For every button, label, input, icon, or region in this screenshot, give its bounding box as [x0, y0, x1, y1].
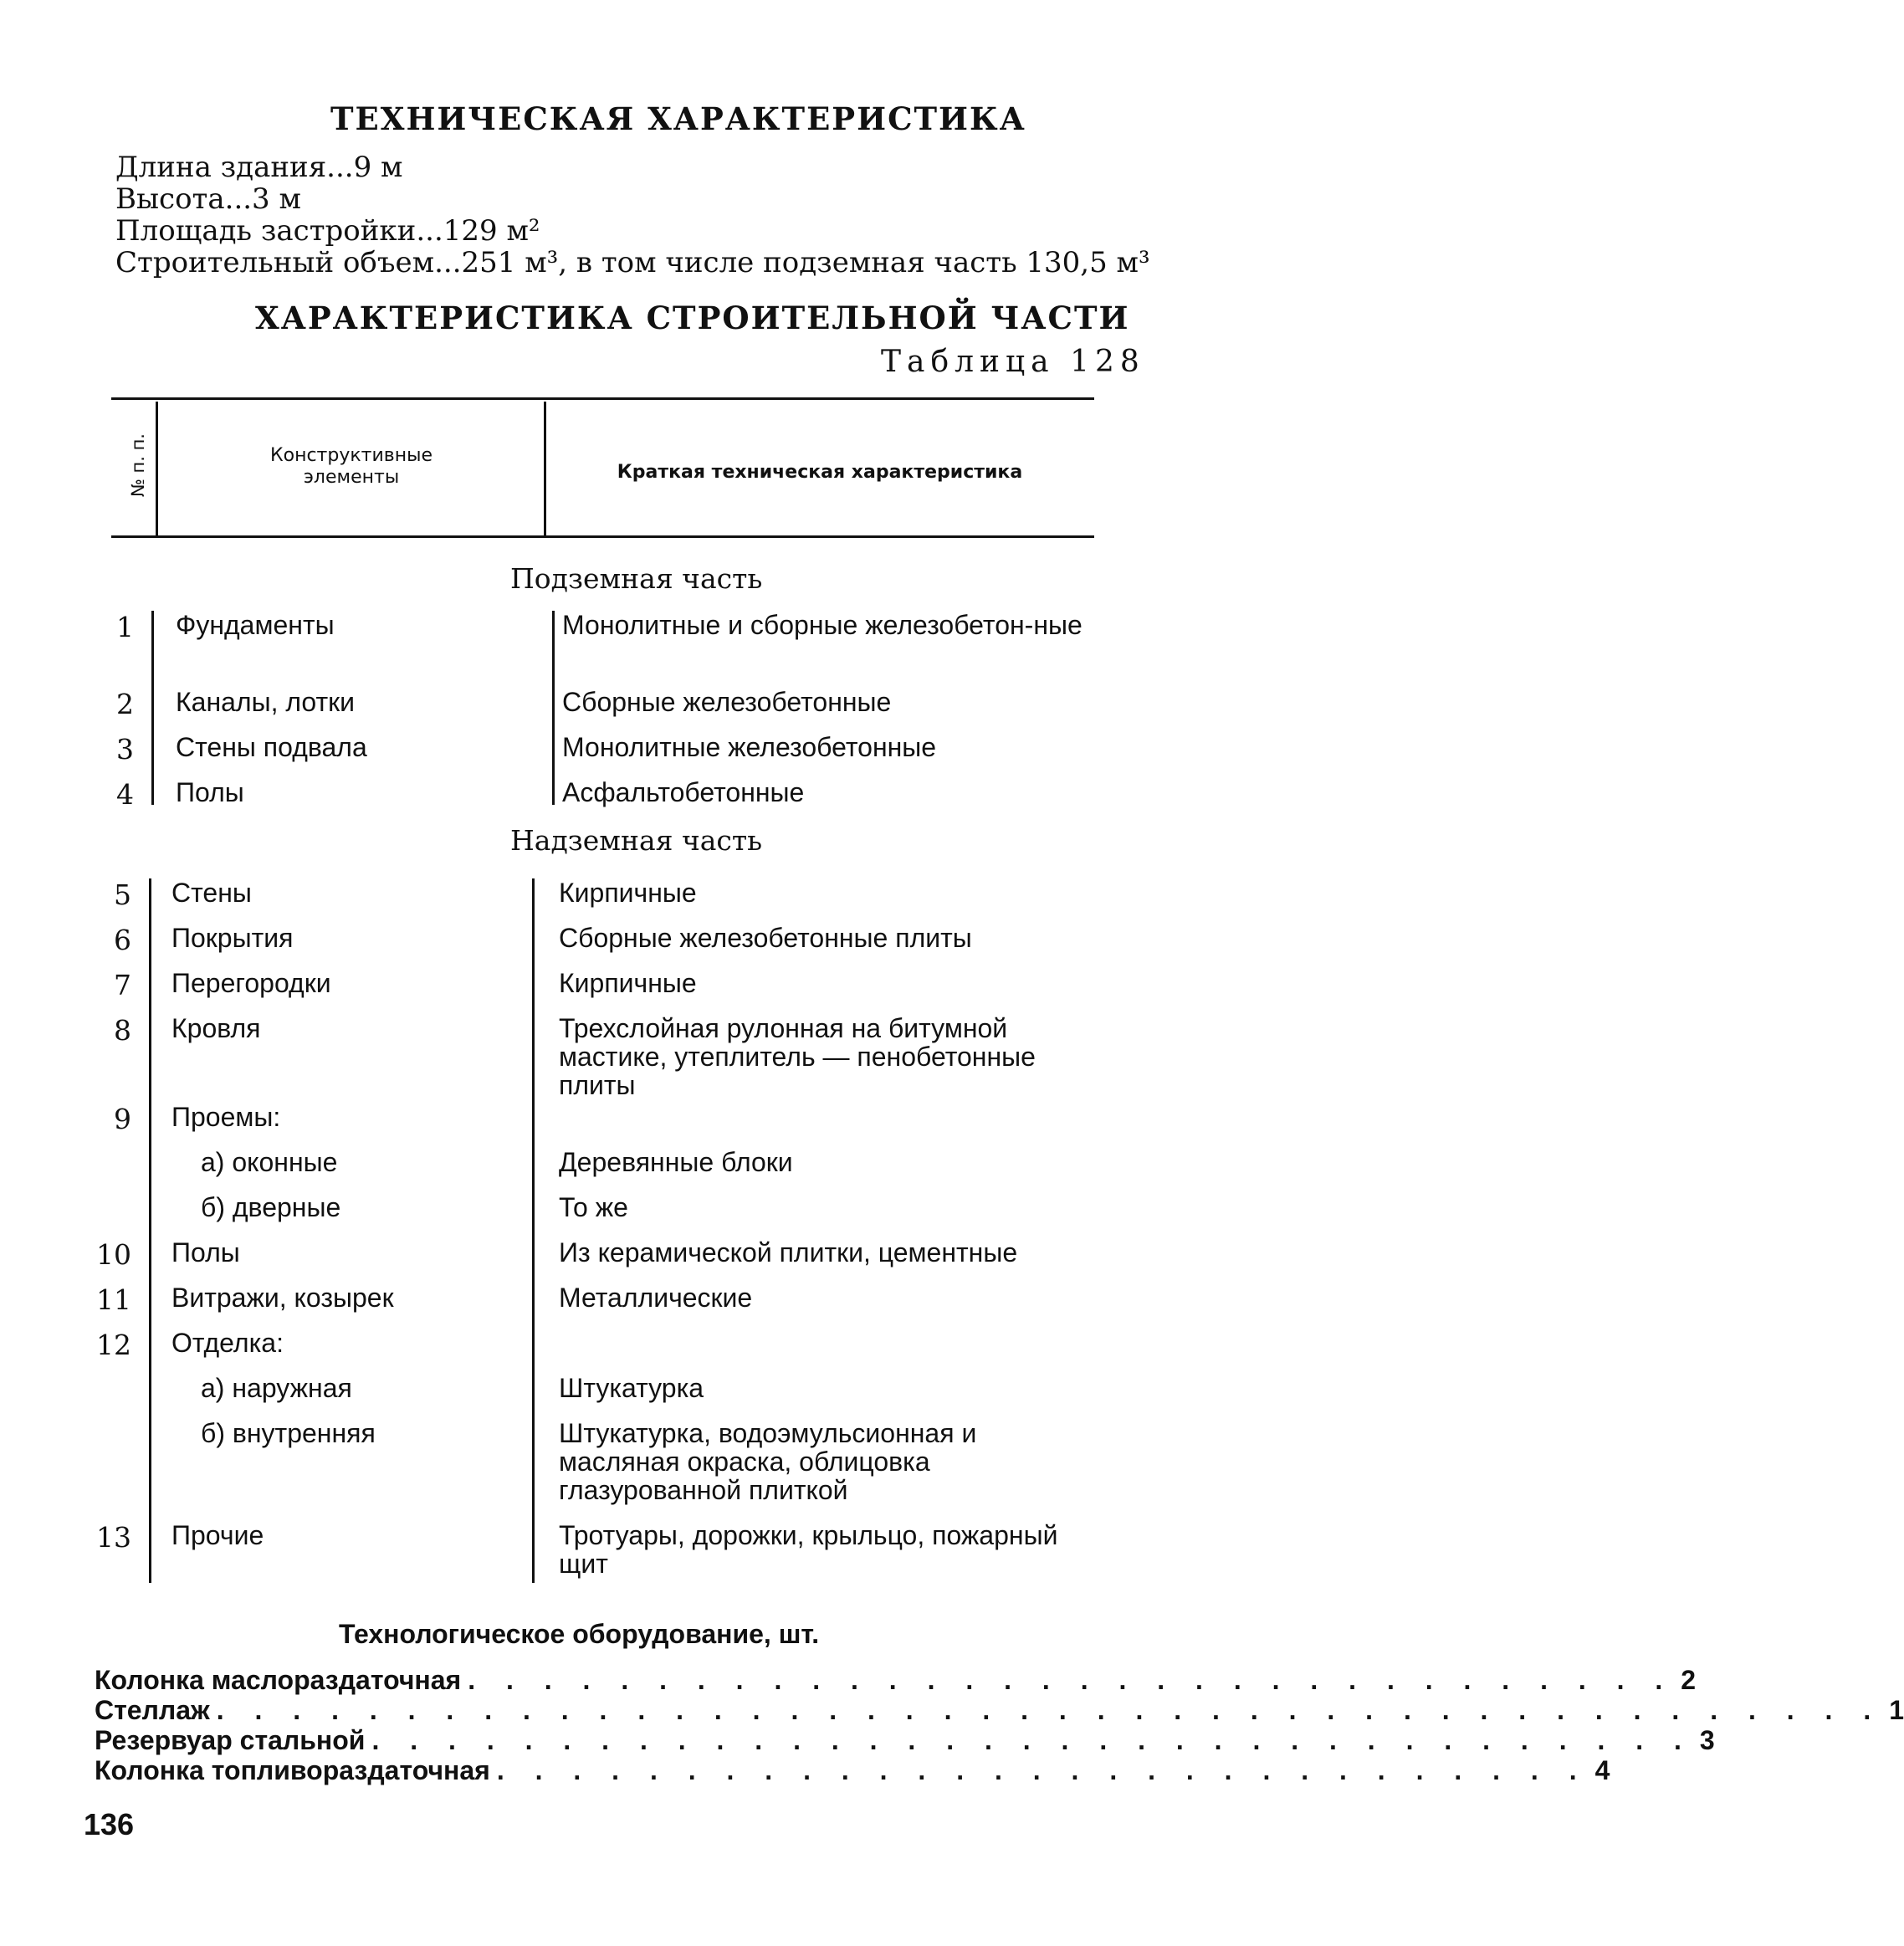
- row-number: 3: [116, 733, 134, 766]
- row-number: 6: [114, 924, 131, 956]
- equipment-row: [95, 1695, 1904, 1726]
- underground-rule-left: [151, 611, 154, 805]
- row-number: 10: [96, 1238, 131, 1271]
- page-number: 136: [84, 1807, 135, 1841]
- leader-dots: . . . . . . . . . . . . . . . . . . . . . . . . . . . . . . . .: [468, 1665, 1675, 1695]
- equipment-row: [95, 1665, 1697, 1696]
- equipment-qty: 1: [1889, 1695, 1904, 1725]
- row-description: То же: [559, 1192, 628, 1222]
- row-description: Кирпичные: [559, 878, 697, 908]
- section-aboveground: Надземная часть: [510, 824, 763, 857]
- row-description: Асфальтобетонные: [562, 777, 805, 807]
- leader-dots: . . . . . . . . . . . . . . . . . . . . . . . . . . . . . . . . . . . . . . . . . . . .: [216, 1695, 1883, 1725]
- row-number: 12: [96, 1329, 131, 1361]
- row-element: Перегородки: [171, 968, 331, 998]
- row-description: Из керамической плитки, цементные: [559, 1237, 1018, 1267]
- row-description: Металлические: [559, 1283, 753, 1313]
- header-top-rule: [111, 397, 1094, 400]
- underground-rule-right: [552, 611, 555, 805]
- row-description: Сборные железобетонные: [562, 687, 892, 717]
- row-element: Каналы, лотки: [176, 687, 356, 717]
- row-description: Кирпичные: [559, 968, 697, 998]
- row-description: Сборные железобетонные плиты: [559, 923, 972, 953]
- equipment-name: Стеллаж: [95, 1695, 210, 1725]
- equipment-name: Колонка топливораздаточная: [95, 1755, 490, 1785]
- row-description: Тротуары, дорожки, крыльцо, пожарный щит: [559, 1520, 1058, 1579]
- header-divider-2: [544, 402, 546, 535]
- section-title: ХАРАКТЕРИСТИКА СТРОИТЕЛЬНОЙ ЧАСТИ: [255, 300, 1130, 336]
- spec-area: Площадь застройки...129 м²: [115, 214, 540, 248]
- equipment-row: [95, 1755, 1610, 1786]
- row-number: 11: [96, 1283, 131, 1316]
- row-number: 2: [116, 688, 134, 720]
- row-element: Витражи, козырек: [171, 1283, 394, 1313]
- row-number: 9: [114, 1103, 131, 1135]
- row-element: а) оконные: [201, 1147, 338, 1177]
- spec-length: Длина здания...9 м: [115, 151, 403, 184]
- row-element: Кровля: [171, 1013, 261, 1043]
- header-bottom-rule: [111, 535, 1094, 538]
- header-element-line1: Конструктивные: [269, 445, 432, 466]
- page-title: ТЕХНИЧЕСКАЯ ХАРАКТЕРИСТИКА: [330, 100, 1026, 137]
- row-number: 13: [96, 1521, 131, 1554]
- equipment-title: Технологическое оборудование, шт.: [339, 1619, 820, 1649]
- row-element: Покрытия: [171, 923, 294, 953]
- row-element: Полы: [176, 777, 244, 807]
- row-element: б) внутренняя: [201, 1418, 376, 1448]
- row-number: 7: [114, 969, 131, 1001]
- equipment-name: Резервуар стальной: [95, 1725, 366, 1755]
- row-description: Деревянные блоки: [559, 1147, 793, 1177]
- row-element: Полы: [171, 1237, 240, 1267]
- row-element: а) наружная: [201, 1373, 352, 1403]
- leader-dots: . . . . . . . . . . . . . . . . . . . . . . . . . . . . . . . . . . .: [371, 1725, 1693, 1755]
- header-description: Краткая техническая характеристика: [617, 462, 1023, 483]
- header-num: № п. п.: [128, 433, 148, 498]
- row-element: Проемы:: [171, 1102, 281, 1132]
- row-description: Штукатурка: [559, 1373, 704, 1403]
- row-description: Монолитные железобетонные: [562, 732, 937, 762]
- section-underground: Подземная часть: [510, 562, 763, 595]
- row-description: Штукатурка, водоэмульсионная и масляная окраска, облицовка глазурованной плиткой: [559, 1418, 977, 1505]
- leader-dots: . . . . . . . . . . . . . . . . . . . . . . . . . . . . .: [496, 1755, 1589, 1785]
- row-element: Отделка:: [171, 1328, 284, 1358]
- spec-volume: Строительный объем...251 м³, в том числе подземная часть 130,5 м³: [115, 246, 1150, 279]
- equipment-qty: 4: [1594, 1755, 1610, 1785]
- header-element-line2: элементы: [303, 467, 400, 488]
- equipment-qty: 2: [1681, 1665, 1697, 1695]
- row-element: Стены: [171, 878, 252, 908]
- row-number: 4: [116, 778, 134, 811]
- equipment-row: [95, 1725, 1715, 1756]
- table-number: Таблица 128: [881, 345, 1145, 379]
- row-element: б) дверные: [201, 1192, 341, 1222]
- row-number: 1: [116, 611, 134, 643]
- equipment-name: Колонка маслораздаточная: [95, 1665, 462, 1695]
- header-divider-1: [156, 402, 158, 535]
- row-element: Стены подвала: [176, 732, 367, 762]
- row-description: Трехслойная рулонная на битумной мастике, утеплитель — пенобетонные плиты: [559, 1013, 1036, 1100]
- aboveground-rule-right: [532, 878, 535, 1583]
- row-element: Прочие: [171, 1520, 264, 1550]
- row-element: Фундаменты: [176, 610, 335, 640]
- equipment-qty: 3: [1699, 1725, 1715, 1755]
- spec-height: Высота...3 м: [115, 182, 301, 216]
- row-number: 8: [114, 1014, 131, 1047]
- aboveground-rule-left: [149, 878, 151, 1583]
- row-description: Монолитные и сборные железобетон-ные: [562, 610, 1083, 640]
- row-number: 5: [114, 878, 131, 911]
